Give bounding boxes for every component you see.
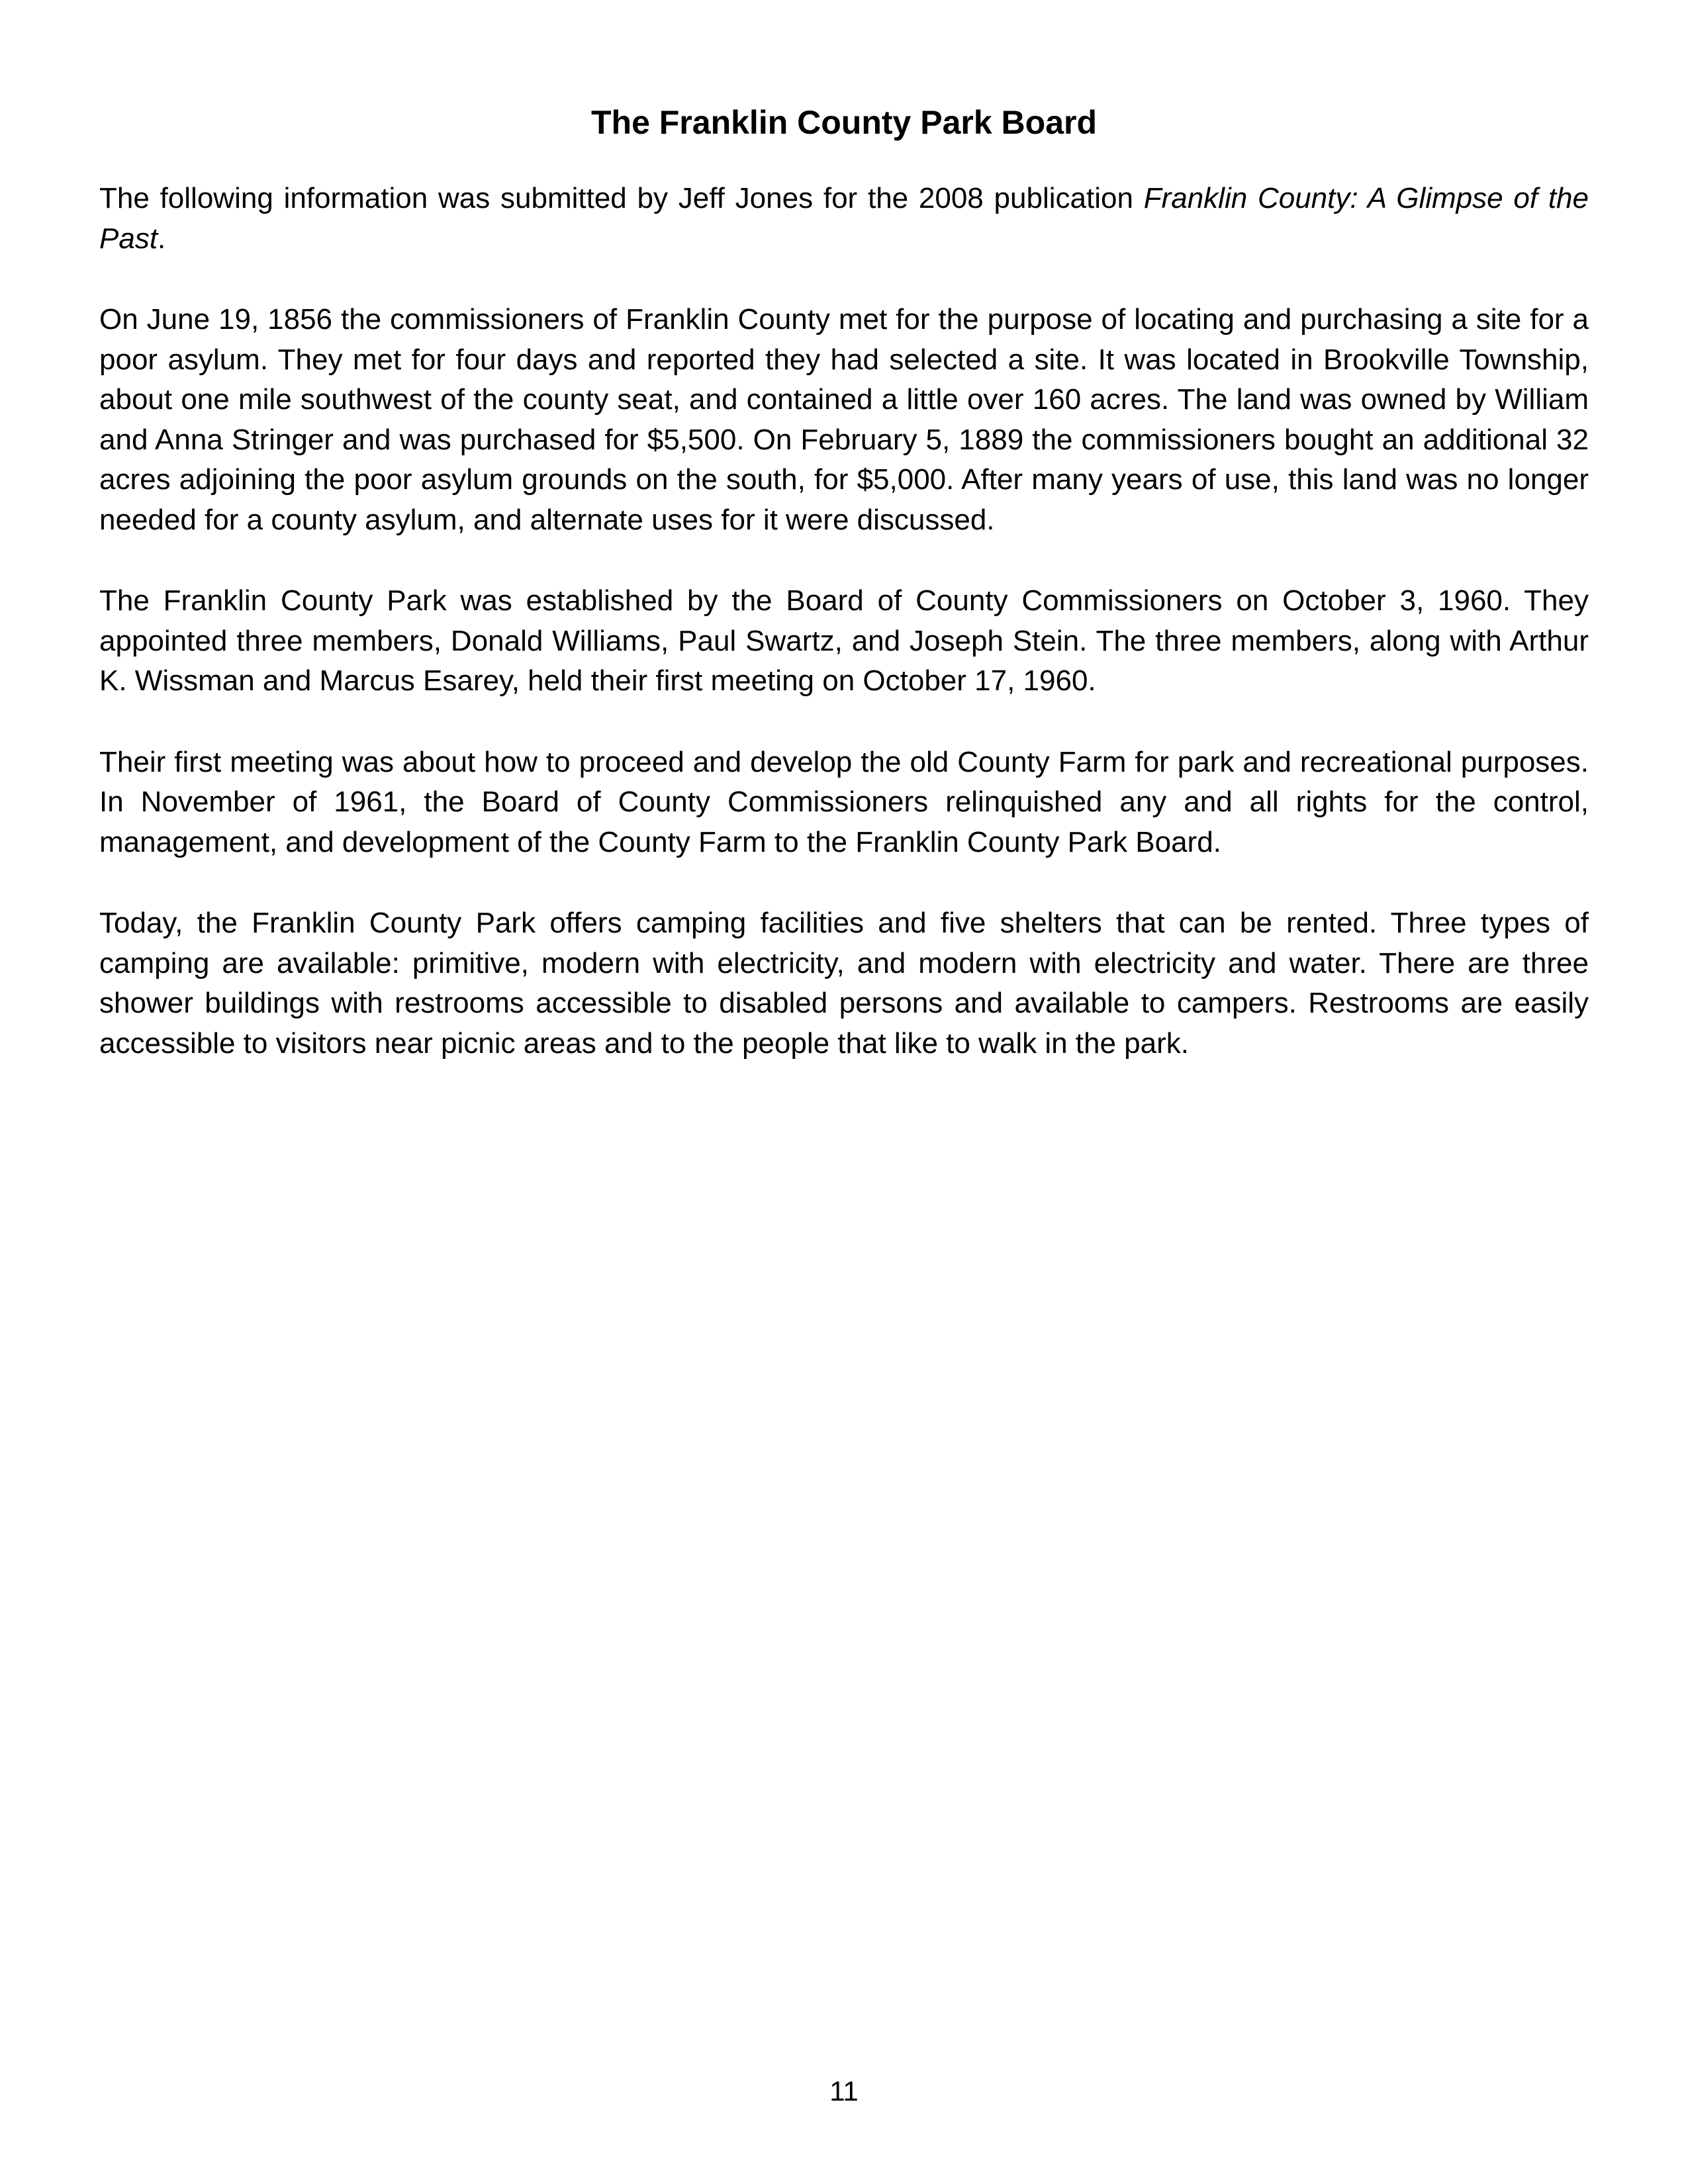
- document-page: [99, 93, 1589, 1064]
- paragraph-first-meeting: Their first meeting was about how to proceed and develop the old County Farm for park and recreational purposes. In November of 1961, the Board of County Commissioners relinquished any and all rights for the control, management, and development of the County Farm to the Franklin County Park Board.: [99, 745, 1589, 858]
- intro-text: The following information was submitted by Jeff Jones for the 2008 publication: [99, 182, 1144, 214]
- intro-end: .: [158, 222, 166, 255]
- page-title: The Franklin County Park Board: [590, 104, 1097, 141]
- paragraph-park-today: Today, the Franklin County Park offers camping facilities and five shelters that can be rented. Three types of camping are available: primitive, modern with electricity, and modern with electricity and water. There are three shower buildings with restrooms accessible to disabled persons and available to campers. Restrooms are easily accessible to visitors near picnic areas and to the people that like to walk in the park.: [99, 907, 1589, 1060]
- paragraph-park-established: The Franklin County Park was established by the Board of County Commissioners on October 3, 1960. They appointed three members, Donald Williams, Paul Swartz, and Joseph Stein. The three members, along with Arthur K. Wissman and Marcus Esarey, held their first meeting on October 17, 1960.: [99, 584, 1589, 697]
- page-number: 11: [829, 2075, 859, 2107]
- paragraph-asylum-history: On June 19, 1856 the commissioners of Franklin County met for the purpose of locating and purchasing a site for a poor asylum. They met for four days and reported they had selected a site. It was located in Brookville Township, about one mile southwest of the county seat, and contained a little over 160 acres. The land was owned by William and Anna Stringer and was purchased for $5,500. On February 5, 1889 the commissioners bought an additional 32 acres adjoining the poor asylum grounds on the south, for $5,000. After many years of use, this land was no longer needed for a county asylum, and alternate uses for it were discussed.: [99, 303, 1589, 536]
- intro-paragraph: [99, 179, 1589, 259]
- publication-title: Franklin County: A Glimpse of the Past: [99, 182, 1589, 255]
